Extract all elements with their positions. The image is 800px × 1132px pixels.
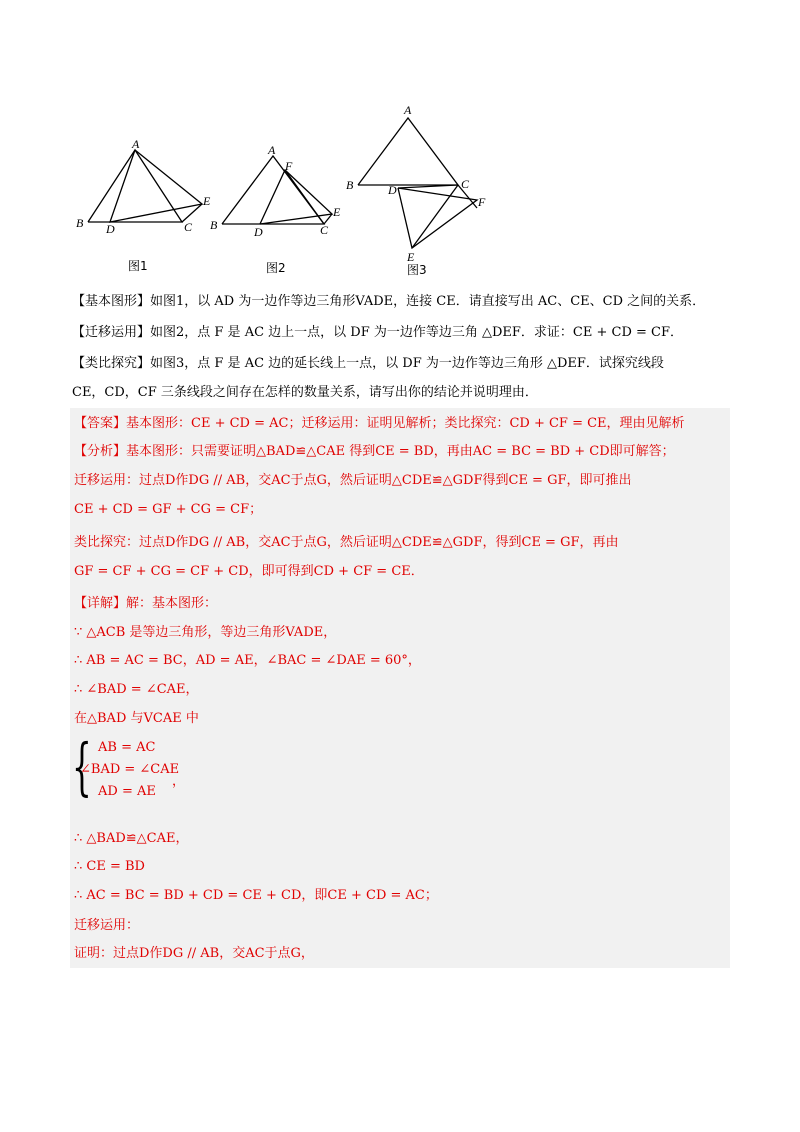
detail-line-given: ∵ △ACB 是等边三角形，等边三角形VADE， xyxy=(74,625,337,640)
detail-conclusion: ∴ AC = BC = BD + CD = CE + CD，即CE + CD = AC； xyxy=(74,888,438,903)
fig3-triangle-abc xyxy=(358,118,458,185)
analysis-analogy-cont: GF = CF + CG = CF + CD，即可得到CD + CF = CE． xyxy=(74,564,424,579)
fig1-label-a: A xyxy=(132,137,140,151)
fig3-label-d: D xyxy=(388,183,397,197)
fig3-label-a: A xyxy=(404,103,412,117)
analysis-transfer-cont: CE + CD = GF + CG = CF； xyxy=(74,502,263,517)
fig3-triangle-def xyxy=(398,188,477,248)
system-eq1: AB = AC xyxy=(98,740,156,755)
fig3-label-c: C xyxy=(461,177,470,191)
problem-basic: 【基本图形】如图1，以 AD 为一边作等边三角形VADE，连接 CE．请直接写出 AC、CE、CD 之间的关系． xyxy=(72,294,706,309)
fig3-label-e: E xyxy=(407,250,415,264)
fig2-triangle-abc xyxy=(222,156,324,224)
detail-line-equal-sides: ∴ AB = AC = BC，AD = AE，∠BAC = ∠DAE = 60°， xyxy=(74,653,421,668)
fig2-label-f: F xyxy=(285,159,293,173)
analysis-analogy: 类比探究：过点D作DG // AB，交AC于点G，然后证明△CDE≌△GDF，得到CE = GF，再由 xyxy=(74,535,619,550)
figures-area xyxy=(70,100,510,285)
fig3-label-b: B xyxy=(346,178,354,192)
detail-transfer-heading: 迁移运用： xyxy=(74,918,140,933)
fig1-label-e: E xyxy=(203,194,211,208)
fig2-label-b: B xyxy=(210,218,218,232)
problem-transfer: 【迁移运用】如图2，点 F 是 AC 边上一点，以 DF 为一边作等边三角 △DEF．求证：CE + CD = CF． xyxy=(72,325,684,340)
fig2-label-e: E xyxy=(333,205,341,219)
problem-analogy-line2: CE，CD，CF 三条线段之间存在怎样的数量关系，请写出你的结论并说明理由． xyxy=(72,385,538,400)
fig3-segment-ec xyxy=(412,185,458,248)
geometry-figures xyxy=(70,100,510,285)
detail-ce-bd: ∴ CE = BD xyxy=(74,859,145,874)
fig2-segment-fc xyxy=(285,170,324,224)
fig2-label-a: A xyxy=(268,143,276,157)
fig1-label-d: D xyxy=(106,222,115,236)
system-eq2: ∠BAD = ∠CAE xyxy=(80,762,180,777)
analysis-basic: 【分析】基本图形：只需要证明△BAD≌△CAE 得到CE = BD，再由AC = BC = BD + CD即可解答； xyxy=(74,444,675,459)
detail-congruent: ∴ △BAD≌△CAE， xyxy=(74,831,189,846)
answer-summary: 【答案】基本图形：CE + CD = AC；迁移运用：证明见解析；类比探究：CD + CF = CE，理由见解析 xyxy=(74,416,685,431)
system-brace: { xyxy=(72,730,92,803)
detail-heading: 【详解】解：基本图形： xyxy=(74,596,218,611)
fig2-label-d: D xyxy=(254,225,263,239)
detail-line-angles: ∴ ∠BAD = ∠CAE， xyxy=(74,682,199,697)
detail-transfer-proof: 证明：过点D作DG // AB，交AC于点G， xyxy=(74,946,314,961)
fig1-label-c: C xyxy=(184,220,193,234)
fig1-label-b: B xyxy=(76,216,84,230)
analysis-transfer: 迁移运用：过点D作DG // AB，交AC于点G，然后证明△CDE≌△GDF得到CE = GF，即可推出 xyxy=(74,473,632,488)
detail-line-in-triangles: 在△BAD 与VCAE 中 xyxy=(74,711,199,726)
fig1-caption: 图1 xyxy=(128,259,148,273)
fig2-triangle-def xyxy=(260,170,332,224)
fig2-caption: 图2 xyxy=(266,261,286,275)
fig1-triangle-ade xyxy=(110,150,202,222)
fig3-caption: 图3 xyxy=(407,263,427,277)
fig2-label-c: C xyxy=(320,223,329,237)
fig3-label-f: F xyxy=(478,195,486,209)
problem-analogy-line1: 【类比探究】如图3，点 F 是 AC 边的延长线上一点，以 DF 为一边作等边三角形 △DEF．试探究线段 xyxy=(72,356,664,371)
system-comma: ， xyxy=(172,774,186,789)
system-eq3: AD = AE xyxy=(98,784,156,799)
